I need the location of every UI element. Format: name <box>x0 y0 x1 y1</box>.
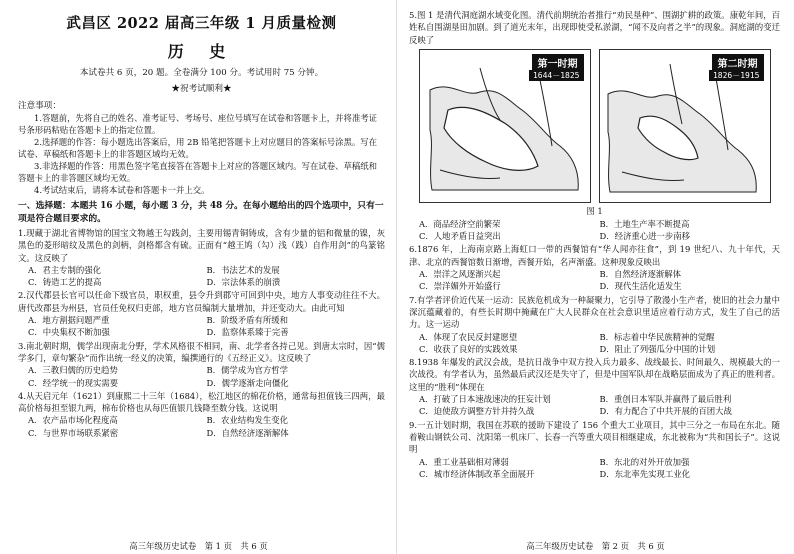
note-item: 3.非选择题的作答：用黑色签字笔直接答在答题卡上对应的答题区域内。写在试卷、草稿纸和答题卡上的非答题区域均无效。 <box>18 161 377 183</box>
lake-maps-figure <box>409 49 780 203</box>
question-options <box>409 218 780 243</box>
question-options <box>409 393 780 418</box>
question-stem: 9.一五计划时期，我国在苏联的援助下建设了 156 个重大工业项目，其中三分之一布局在东北。随着鞍山钢铁公司、沈阳第一机床厂、长春一汽等重大项目相继建成，东北被称为“共和国长子”。这说明 <box>409 419 780 455</box>
option-b: B．农业结构发生变化 <box>206 415 289 426</box>
question-9 <box>409 419 780 480</box>
question-3 <box>18 340 385 389</box>
option-c: C．经学统一的现实需要 <box>28 377 119 388</box>
option-c: C．中央集权不断加强 <box>28 327 110 338</box>
map-2-years: 1826－1915 <box>709 70 764 81</box>
option-d: D．宗法体系的崩溃 <box>206 277 281 288</box>
exam-title: 武昌区 2022 届高三年级 1 月质量检测 <box>66 15 337 32</box>
option-b: B．东北的对外开放加强 <box>599 456 690 467</box>
question-stem: 3.南北朝时期，儒学出现南北分野，学术风格很不相同，南、北学者各持己见。到唐太宗时，因“儒学多门，章句繁杂”而作出统一经义的决策，编撰通行的《五经正义》。这反映了 <box>18 340 385 363</box>
option-d: D．儒学逐渐走向僵化 <box>206 377 289 388</box>
option-d: D．自然经济逐渐解体 <box>206 427 289 438</box>
option-a: A．地方割据问题严重 <box>28 315 110 326</box>
option-b: B．重创日本军队并赢得了最后胜利 <box>599 394 732 405</box>
question-5 <box>409 9 780 242</box>
question-stem: 6.1876 年，上海南京路上海虹口一带的西餐馆有“华人闻亦往食”，到 19 世纪八、九十年代，天津、北京的西餐馆数日渐增，西餐开始，名声渐盛。这种现象反映出 <box>409 244 780 267</box>
question-7 <box>409 294 780 355</box>
option-a: A．重工业基础相对薄弱 <box>419 456 509 467</box>
page-2 <box>397 0 794 554</box>
option-c: C．人地矛盾日益突出 <box>419 231 501 242</box>
option-d: D．有力配合了中共开展的百团大战 <box>599 406 732 417</box>
option-b: B．自然经济逐渐解体 <box>599 269 682 280</box>
option-b: B．土地生产率不断提高 <box>599 218 690 229</box>
question-stem: 2.汉代郡县长官可以任命下级官员，职权重，县令升到郡守可回到中央，地方人事变动往往不大。唐代改郡县为州县，官员任免权归吏部，地方官员编制大量增加，并还变动大。由此可知 <box>18 290 385 313</box>
option-c: C．收获了良好的实践效果 <box>419 343 518 354</box>
question-stem: 7.有学者评价近代某一运动：民族危机成为一种凝聚力，它引导了散漫小生产者，使旧的社会力量中深沉蕴藏着的，有些长时期中掩藏在广大人民群众在社会意识里适应着行动方式，发生了自己的活力。这一运动 <box>409 294 780 330</box>
map-period-2 <box>599 49 771 203</box>
option-c: C．崇洋媚外开始盛行 <box>419 281 501 292</box>
note-item: 4.考试结束后，请将本试卷和答题卡一并上交。 <box>34 185 210 195</box>
note-item: 1.答题前，先将自己的姓名、准考证号、考场号、座位号填写在试卷和答题卡上，并将准考证号条形码粘贴在答题卡上的指定位置。 <box>18 113 377 135</box>
map-1-title: 第一时期 <box>532 54 584 71</box>
question-stem: 8.1938 年爆发的武汉会战，是抗日战争中双方投入兵力最多、战线最长、时间最久、规模最大的一次战役。有学者认为，虽然最后武汉还是失守了，但是中国军队却在战略层面成为了真正的胜利者。这里的“胜利”体现在 <box>409 357 780 392</box>
option-c: C．与世界市场联系紧密 <box>28 427 119 438</box>
question-options <box>409 268 780 293</box>
question-options <box>409 456 780 481</box>
map-2-title: 第二时期 <box>712 54 764 71</box>
question-stem: 4.从天启元年（1621）到康熙二十三年（1684），松江地区的棉花价格，通常每担值钱三四两，最高价格每担至银九两，棉布价格也从每匹值银几钱降至数分钱。这说明 <box>18 390 385 414</box>
option-a: A．君主专制的强化 <box>28 264 102 275</box>
note-item: 2.选择题的作答：每小题选出答案后，用 2B 铅笔把答题卡上对应题目的答案标号涂黑。写在试卷、草稿纸和答题卡上的非答题区域均无效。 <box>18 137 378 159</box>
option-a: A．商品经济空前繁荣 <box>419 218 501 229</box>
question-options <box>18 314 385 339</box>
option-c: C．迫使敌方调整方针并持久战 <box>419 406 535 417</box>
option-c: C．铸造工艺的提高 <box>28 277 102 288</box>
question-options <box>409 331 780 356</box>
question-options <box>18 364 385 389</box>
question-6 <box>409 243 780 292</box>
option-d: D．东北率先实现工业化 <box>599 468 690 479</box>
good-luck-line: ★祝考试顺利★ <box>171 84 232 94</box>
option-d: D．监察体系臻于完善 <box>206 327 289 338</box>
subject-title: 历 史 <box>167 42 236 61</box>
question-2 <box>18 289 385 338</box>
option-b: B．儒学成为官方哲学 <box>206 365 289 376</box>
question-1 <box>18 227 385 288</box>
option-b: B．书法艺术的发展 <box>206 264 280 275</box>
option-d: D．经济重心进一步南移 <box>599 231 690 242</box>
option-a: A．三教归儒的历史趋势 <box>28 365 118 376</box>
option-d: D．现代生活化适发生 <box>599 281 682 292</box>
option-b: B．标志着中华民族精神的觉醒 <box>599 331 715 342</box>
question-options <box>18 264 385 289</box>
option-c: C．城市经济体制改革全面展开 <box>419 468 535 479</box>
question-stem: 1.现藏于湖北省博物馆的国宝文物越王勾践剑，主要用锡青铜铸成，含有少量的铝和微量的镍，灰黑色的菱形暗纹及黑色的剑柄，剑格都含有硫。正面有“越王鸠（勾）浅（践）自作用剑”的鸟篆铭文。这反映了 <box>18 228 385 263</box>
question-4 <box>18 390 385 439</box>
page-footer: 高三年级历史试卷 第 2 页 共 6 页 <box>526 541 665 551</box>
option-a: A．崇洋之风逐渐兴起 <box>419 269 501 280</box>
figure-caption: 图 1 <box>586 205 603 216</box>
option-a: A．农产品市场化程度高 <box>28 415 118 426</box>
option-b: B．阶级矛盾有所缓和 <box>206 315 289 326</box>
map-1-years: 1644－1825 <box>529 70 584 81</box>
option-d: D．阻止了列强瓜分中国的计划 <box>599 343 716 354</box>
section-heading: 一、选择题：本题共 16 小题，每小题 3 分，共 48 分。在每小题给出的四个选项中，只有一项是符合题目要求的。 <box>18 201 384 224</box>
notes-title: 注意事项： <box>18 101 61 111</box>
option-a: A．体现了农民反封建愿望 <box>419 331 518 342</box>
option-a: A．打破了日本速战速决的狂妄计划 <box>419 394 551 405</box>
question-8 <box>409 356 780 417</box>
page-footer: 高三年级历史试卷 第 1 页 共 6 页 <box>129 541 268 551</box>
exam-meta: 本试卷共 6 页，20 题。全卷满分 100 分。考试用时 75 分钟。 <box>79 68 324 78</box>
question-stem: 5.图 1 是清代洞庭湖水域变化图。清代前期统治者推行“劝民垦种”、围湖扩耕的政策。康乾年间，百姓私自围湖垦田加剧。到了道光末年，出现即使受私淤湖，“闻不及向者之半”的现象。洞庭湖的变迁反映了 <box>409 10 780 45</box>
question-options <box>18 414 385 439</box>
map-period-1 <box>419 49 591 203</box>
